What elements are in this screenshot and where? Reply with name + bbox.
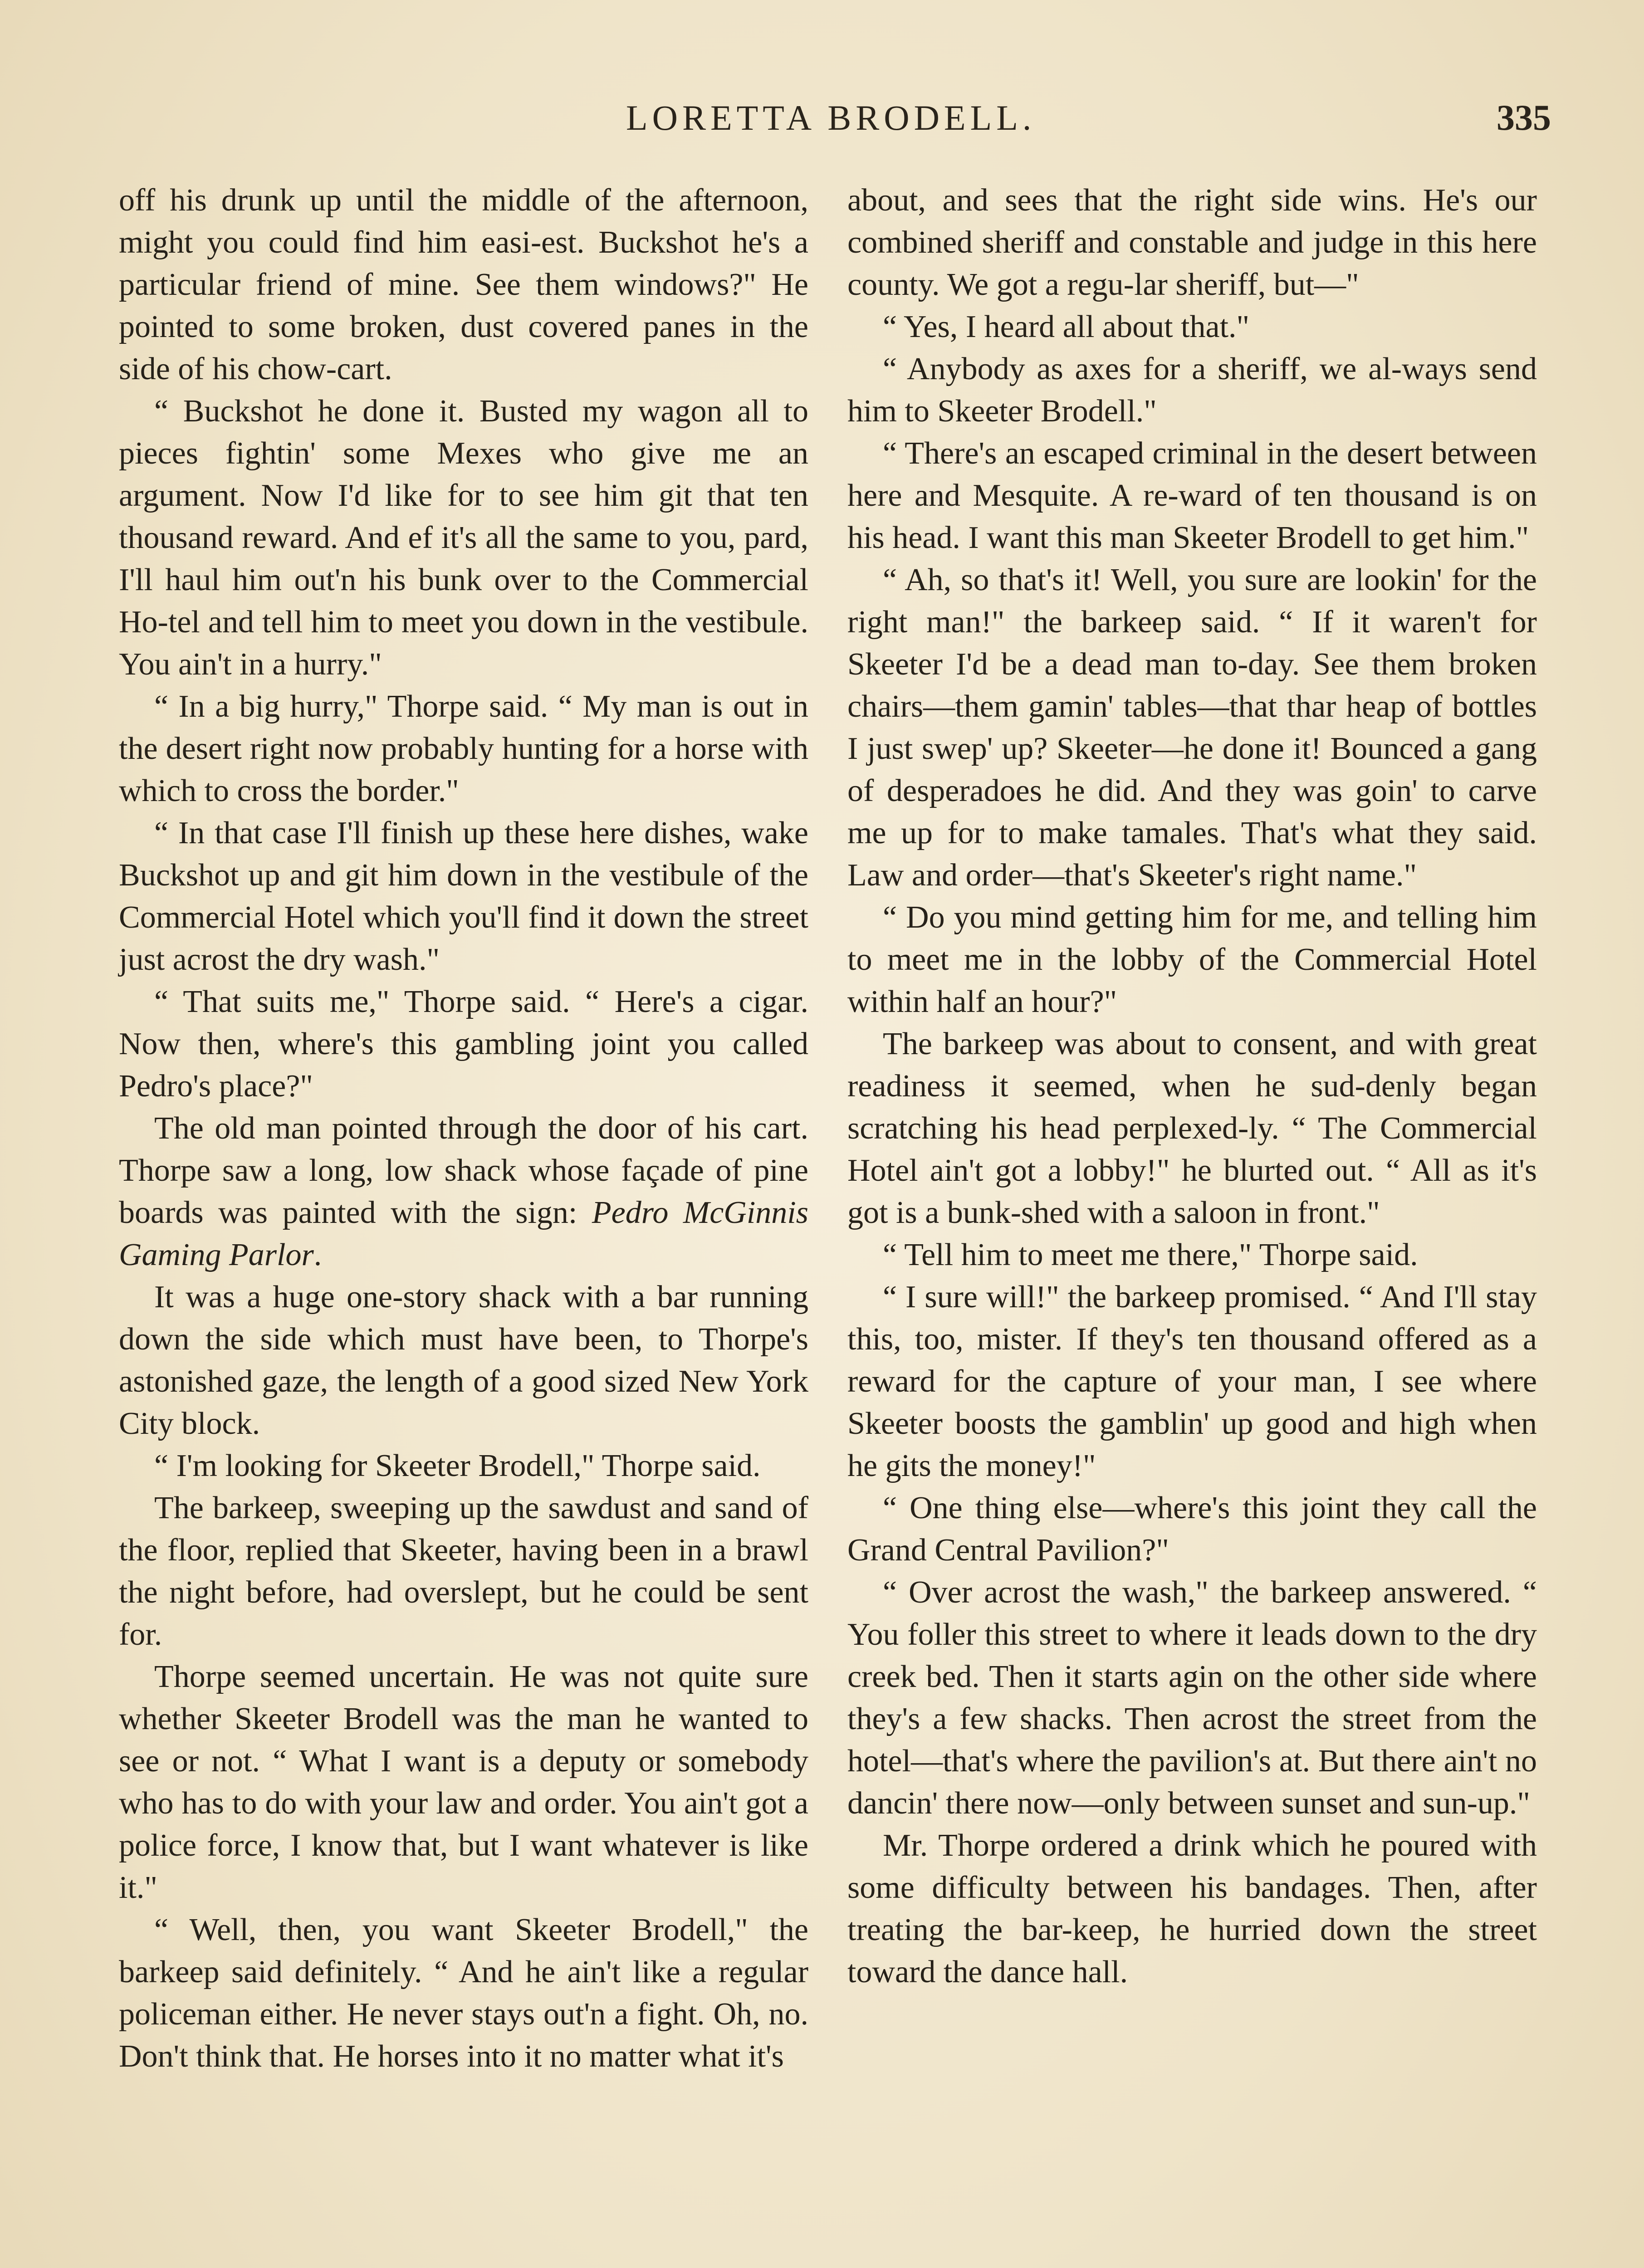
running-title: LORETTA BRODELL. [626,98,1036,137]
page-header [0,98,1644,147]
paragraph: “ Buckshot he done it. Busted my wagon all to pieces fightin' some Mexes who give me an argument. Now I'd like for to see him git that ten thousand reward. And ef it's all the same to you, pard, I'll haul him out'n his bunk over to the Commercial Ho-tel and tell him to meet you down in the vestibule. You ain't in a hurry." [119,394,808,682]
paragraph: “ Anybody as axes for a sheriff, we al-ways send him to Skeeter Brodell." [847,352,1537,429]
paragraph: Mr. Thorpe ordered a drink which he poured with some difficulty between his bandages. Then, after treating the bar-keep, he hurried down the street toward the dance hall. [847,1828,1537,1989]
paragraph: The barkeep was about to consent, and with great readiness it seemed, when he sud-denly began scratching his head perplexed-ly. “ The Commercial Hotel ain't got a lobby!" he blurted out. “ All as it's got is a bunk-shed with a saloon in front." [847,1026,1537,1230]
left-column [119,179,808,2077]
paragraph: Thorpe seemed uncertain. He was not quite sure whether Skeeter Brodell was the man he wanted to see or not. “ What I want is a deputy or somebody who has to do with your law and order. You ain't got a police force, I know that, but I want whatever is like it." [119,1659,808,1905]
paragraph: “ Well, then, you want Skeeter Brodell," the barkeep said definitely. “ And he ain't like a regular policeman either. He never stays out'n a fight. Oh, no. Don't think that. He horses into it no matter what it's [119,1912,808,2074]
paragraph: “ Do you mind getting him for me, and telling him to meet me in the lobby of the Commercial Hotel within half an hour?" [847,900,1537,1019]
paragraph: The old man pointed through the door of his cart. Thorpe saw a long, low shack whose façade of pine boards was painted with the sign: Pedro McGinnis Gaming Parlor. [119,1111,808,1272]
paragraph: “ In a big hurry," Thorpe said. “ My man is out in the desert right now probably hunting for a horse with which to cross the border." [119,689,808,808]
paragraph: “ Ah, so that's it! Well, you sure are lookin' for the right man!" the barkeep said. “ If it waren't for Skeeter I'd be a dead man to-day. See them broken chairs—them gamin' tables—that thar heap of bottles I just swep' up? Skeeter—he done it! Bounced a gang of desperadoes he did. And they was goin' to carve me up for to make tamales. That's what they said. Law and order—that's Skeeter's right name." [847,562,1537,893]
paragraph: “ Tell him to meet me there," Thorpe said. [883,1237,1418,1272]
page-number: 335 [1497,98,1551,138]
paragraph: “ Over acrost the wash," the barkeep answered. “ You foller this street to where it leads down to the dry creek bed. Then it starts agin on the other side where they's a few shacks. Then acrost the street from the hotel—that's where the pavilion's at. But there ain't no dancin' there now—only between sunset and sun-up." [847,1575,1537,1821]
paragraph: “ That suits me," Thorpe said. “ Here's a cigar. Now then, where's this gambling joint you called Pedro's place?" [119,984,808,1104]
paragraph: “ One thing else—where's this joint they call the Grand Central Pavilion?" [847,1491,1537,1568]
sign-text: Pedro McGinnis Gaming Parlor [119,1195,808,1272]
paragraph: “ Yes, I heard all about that." [883,309,1250,344]
right-column [847,179,1537,1993]
paragraph: “ There's an escaped criminal in the desert between here and Mesquite. A re-ward of ten thousand is on his head. I want this man Skeeter Brodell to get him." [847,436,1537,555]
paragraph: “ I'm looking for Skeeter Brodell," Thorpe said. [154,1448,761,1483]
paragraph: about, and sees that the right side wins. He's our combined sheriff and constable and judge in this here county. We got a regu-lar sheriff, but—" [847,183,1537,302]
paragraph: off his drunk up until the middle of the afternoon, might you could find him easi-est. Buckshot he's a particular friend of mine. See them windows?" He pointed to some broken, dust covered panes in the side of his chow-cart. [119,183,808,386]
paragraph: “ In that case I'll finish up these here dishes, wake Buckshot up and git him down in the vestibule of the Commercial Hotel which you'll find it down the street just acrost the dry wash." [119,816,808,977]
paragraph-text: The old man pointed through the door of his cart. Thorpe saw a long, low shack whose façade of pine boards was painted with the sign: [119,1111,808,1230]
paragraph: The barkeep, sweeping up the sawdust and sand of the floor, replied that Skeeter, having been in a brawl the night before, had overslept, but he could be sent for. [119,1491,808,1652]
paragraph: “ I sure will!" the barkeep promised. “ And I'll stay this, too, mister. If they's ten thousand offered as a reward for the capture of your man, I see where Skeeter boosts the gamblin' up good and high when he gits the money!" [847,1280,1537,1483]
paragraph: It was a huge one-story shack with a bar running down the side which must have been, to Thorpe's astonished gaze, the length of a good sized New York City block. [119,1280,808,1441]
